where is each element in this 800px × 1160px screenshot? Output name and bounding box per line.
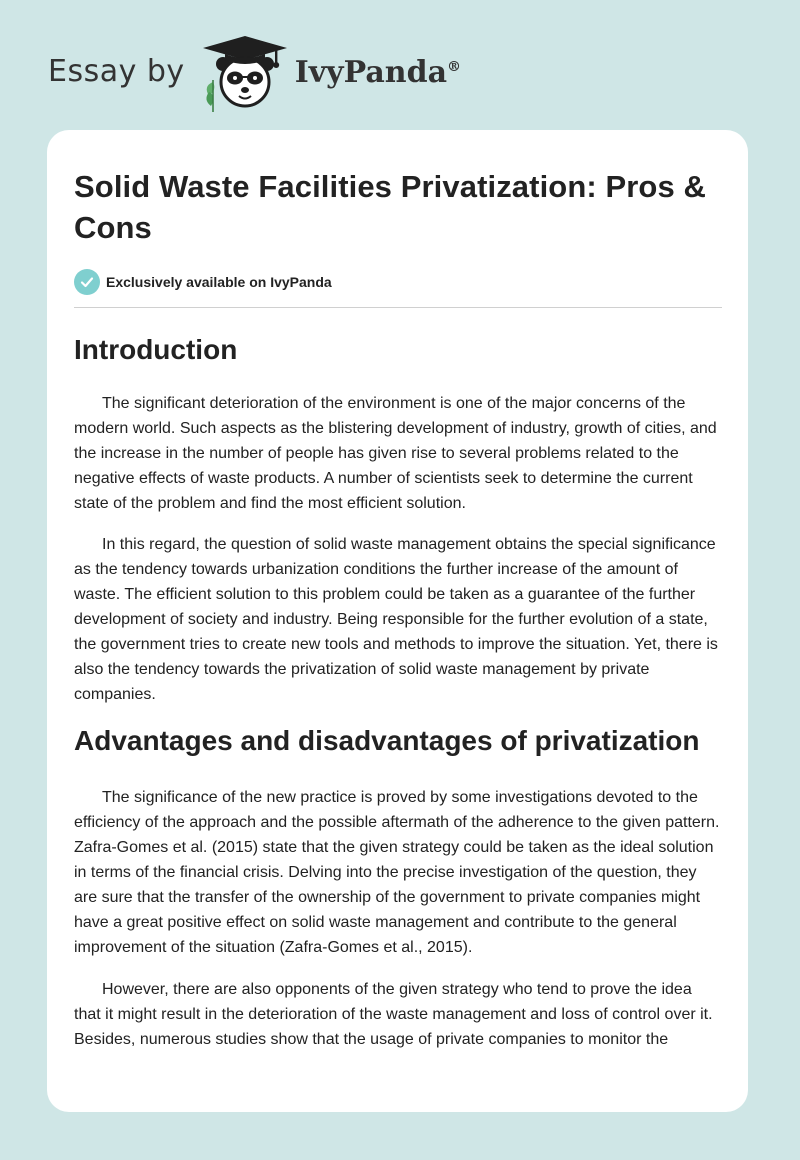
divider: [74, 307, 722, 308]
brand-name-text: IvyPanda: [294, 54, 448, 90]
page-title: Solid Waste Facilities Privatization: Pros & Cons: [74, 169, 707, 245]
brand-name[interactable]: [295, 55, 461, 90]
paragraph: The significance of the new practice is proved by some investigations devoted to the efficiency of the approach and the possible aftermath of the adherence to the given pattern. Zafra-Gomes et al. (2015) state that the given strategy could be taken as the ideal solution in terms of the financial crisis. Delving into the precise investigation of the question, they are sure that the transfer of the ownership of the government to private companies might have a great positive effect on solid waste management and contribute to the general improvement of the situation (Zafra-Gomes et al., 2015).: [74, 789, 720, 956]
badge-text: Exclusively available on IvyPanda: [106, 274, 332, 290]
paragraph: The significant deterioration of the environment is one of the major concerns of the modern world. Such aspects as the blistering development of industry, growth of cities, and the increase in the number of people has given rise to several problems related to the negative effects of waste products. A number of scientists seek to determine the current state of the problem and find the most efficient solution.: [74, 395, 717, 512]
essay-by-label: Essay by: [48, 53, 185, 89]
exclusive-badge: [74, 268, 722, 296]
essay-card: [47, 130, 748, 1112]
check-icon: [74, 269, 100, 295]
panda-graduate-icon[interactable]: [199, 34, 291, 114]
registered-mark: ®: [447, 58, 462, 75]
paragraph: However, there are also opponents of the given strategy who tend to prove the idea that it might result in the deterioration of the waste management and loss of control over it. Besides, numerous studies show that the usage of private companies to monitor the: [74, 981, 713, 1048]
paragraph: In this regard, the question of solid waste management obtains the special significance as the tendency towards urbanization conditions the further increase of the amount of waste. The efficient solution to this problem could be taken as a guarantee of the further development of society and industry. Being responsible for the further evolution of a state, the government tries to create new tools and methods to improve the situation. Yet, there is also the tendency towards the privatization of solid waste management by private companies.: [74, 536, 718, 703]
section-heading-introduction: Introduction: [74, 334, 238, 365]
section-heading-advantages: Advantages and disadvantages of privatization: [74, 725, 700, 756]
site-header: [48, 34, 461, 114]
